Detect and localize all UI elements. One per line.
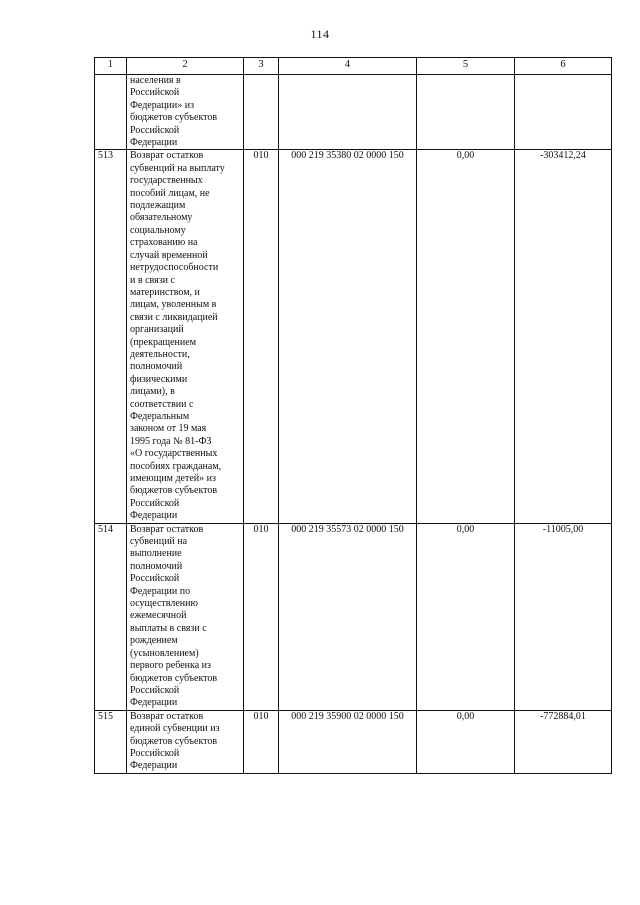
row-number-cell: 515 [95, 710, 127, 773]
row-name-line: Возврат остатков [130, 710, 204, 722]
page-number: 114 [310, 27, 330, 41]
row-name-cell [127, 710, 244, 773]
row-name-line: Федерации [130, 697, 178, 709]
row-number-cell: 513 [95, 150, 127, 523]
row-name-line: имеющим детей» из [130, 473, 216, 484]
row-name-line: нетрудоспособности [130, 262, 219, 274]
row-name-line: физическими [130, 373, 188, 385]
row-fact-cell: -772884,01 [515, 710, 612, 773]
row-kbk-cell: 000 219 35380 02 0000 150 [279, 150, 417, 523]
row-code-cell [244, 75, 279, 150]
table-row [95, 710, 612, 773]
row-name-line: Федерации» из [130, 99, 195, 111]
row-name-line: населения в [130, 75, 181, 86]
row-name-line: лицами), в [130, 386, 175, 398]
row-fact-cell: -303412,24 [515, 150, 612, 523]
row-name-line: и в связи с [130, 274, 175, 286]
row-name-cell [127, 523, 244, 710]
column-header-5: 5 [417, 58, 515, 75]
row-name-line: Российской [130, 684, 180, 696]
row-name-line: деятельности, [130, 348, 190, 360]
row-name-line: осуществлению [130, 598, 198, 610]
row-name-line: Российской [130, 573, 180, 585]
column-header-3: 3 [244, 58, 279, 75]
row-kbk-cell: 000 219 35573 02 0000 150 [279, 523, 417, 710]
row-name-line: Российской [130, 747, 180, 759]
row-name-line: бюджетов субъектов [130, 112, 218, 124]
row-name-line: (прекращением [130, 336, 197, 348]
row-name-line: Федерации [130, 137, 178, 149]
header-row [95, 58, 612, 75]
column-header-1: 1 [95, 58, 127, 75]
row-name-line: Возврат остатков [130, 523, 204, 535]
row-code-cell: 010 [244, 150, 279, 523]
row-name-line: ежемесячной [130, 610, 187, 622]
row-name-line: законом от 19 мая [130, 423, 207, 435]
row-name-line: субвенций на выплату [130, 162, 225, 174]
row-name-line: Российской [130, 497, 180, 509]
row-name-line: «О государственных [130, 448, 218, 460]
table-row [95, 523, 612, 710]
row-name-line: бюджетов субъектов [130, 735, 218, 747]
row-name-line: социальному [130, 224, 186, 236]
row-number-cell [95, 75, 127, 150]
row-name-line: бюджетов субъектов [130, 485, 218, 497]
row-code-cell: 010 [244, 710, 279, 773]
row-name-line: первого ребенка из [130, 660, 211, 672]
row-name-line: Федеральным [130, 410, 190, 422]
row-name-line: пособий лицам, не [130, 187, 210, 199]
row-name-line: Возврат остатков [130, 150, 204, 162]
row-name-line: связи с ликвидацией [130, 311, 218, 323]
row-kbk-cell [279, 75, 417, 150]
row-name-line: подлежащим [130, 200, 186, 212]
row-code-cell: 010 [244, 523, 279, 710]
row-name-line: организаций [130, 324, 184, 336]
row-fact-cell [515, 75, 612, 150]
row-name-line: субвенций на [130, 536, 188, 548]
row-name-line: пособиях гражданам, [130, 460, 222, 472]
table-row [95, 150, 612, 523]
row-name-cell [127, 150, 244, 523]
column-header-2: 2 [127, 58, 244, 75]
column-header-6: 6 [515, 58, 612, 75]
row-name-line: Российской [130, 124, 180, 136]
row-plan-cell: 0,00 [417, 523, 515, 710]
row-name-line: полномочий [130, 560, 183, 572]
row-name-line: полномочий [130, 361, 183, 373]
row-name-line: единой субвенции из [130, 723, 220, 735]
row-number-cell: 514 [95, 523, 127, 710]
row-name-line: (усыновлением) [130, 647, 199, 659]
row-name-line: выплаты в связи с [130, 622, 207, 634]
row-name-line: материнством, и [130, 286, 200, 298]
column-header-4: 4 [279, 58, 417, 75]
row-plan-cell: 0,00 [417, 150, 515, 523]
row-name-line: лицам, уволенным в [130, 299, 217, 311]
row-name-line: Федерации [130, 510, 178, 522]
row-fact-cell: -11005,00 [515, 523, 612, 710]
row-name-line: соответствии с [130, 398, 194, 410]
row-kbk-cell: 000 219 35900 02 0000 150 [279, 710, 417, 773]
row-plan-cell: 0,00 [417, 710, 515, 773]
row-name-line: обязательному [130, 212, 193, 224]
row-name-line: рождением [130, 635, 178, 647]
row-name-line: Федерации [130, 760, 178, 772]
row-name-line: страхованию на [130, 237, 198, 249]
table-body [95, 75, 612, 774]
row-name-line: Федерации по [130, 585, 191, 597]
row-name-line: случай временной [130, 249, 208, 261]
row-name-line: выполнение [130, 548, 182, 560]
budget-table [94, 57, 612, 774]
row-name-line: бюджетов субъектов [130, 672, 218, 684]
row-name-cell [127, 75, 244, 150]
table-row [95, 75, 612, 150]
row-name-line: Российской [130, 87, 180, 99]
row-name-line: 1995 года № 81-ФЗ [130, 435, 212, 447]
row-plan-cell [417, 75, 515, 150]
row-name-line: государственных [130, 175, 203, 187]
